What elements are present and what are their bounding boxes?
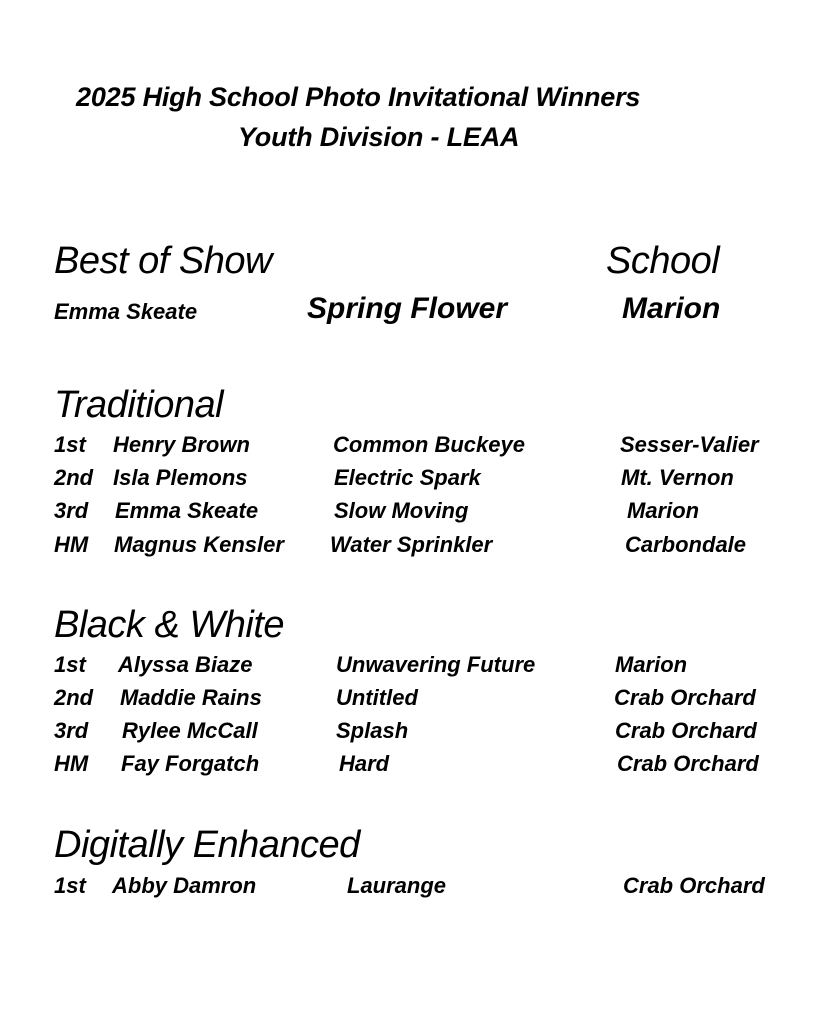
traditional-row-title: Common Buckeye [333, 432, 525, 457]
digital-row-place: 1st [54, 873, 86, 898]
black-white-row-title: Hard [339, 751, 390, 776]
black-white-row-name: Alyssa Biaze [118, 652, 253, 677]
traditional-row-name: Emma Skeate [115, 498, 259, 523]
black-white-row-school: Marion [615, 652, 688, 677]
black-white-row-name: Rylee McCall [122, 718, 258, 743]
traditional-row-place: 3rd [54, 498, 89, 523]
black-white-row-place: 1st [54, 652, 86, 677]
traditional-row-place: 1st [54, 432, 86, 457]
digital-row-school: Crab Orchard [623, 873, 765, 898]
black-white-row-place: 2nd [54, 685, 94, 710]
black-white-row-place: HM [54, 751, 89, 776]
traditional-row-name: Magnus Kensler [114, 532, 284, 557]
traditional-row-title: Slow Moving [334, 498, 469, 523]
black-white-row-school: Crab Orchard [615, 718, 757, 743]
traditional-heading: Traditional [54, 384, 224, 426]
traditional-row-name: Henry Brown [113, 432, 250, 457]
best-of-show-photo-title: Spring Flower [307, 292, 508, 325]
digital-row-name: Abby Damron [112, 873, 257, 898]
black-white-row-name: Fay Forgatch [121, 751, 260, 776]
traditional-row-school: Carbondale [625, 532, 747, 557]
traditional-row-title: Water Sprinkler [330, 532, 493, 557]
traditional-row-place: 2nd [54, 465, 94, 490]
best-of-show-heading: Best of Show [54, 240, 272, 282]
best-of-show-winner-name: Emma Skeate [54, 299, 198, 324]
traditional-row-school: Mt. Vernon [621, 465, 734, 490]
black-white-row-school: Crab Orchard [614, 685, 756, 710]
traditional-row-place: HM [54, 532, 89, 557]
traditional-row-name: Isla Plemons [113, 465, 248, 490]
digital-row-title: Laurange [347, 873, 447, 898]
best-of-show-school: Marion [622, 292, 721, 325]
black-white-row-name: Maddie Rains [120, 685, 262, 710]
page-title: 2025 High School Photo Invitational Winners [76, 82, 641, 112]
black-white-row-title: Splash [336, 718, 409, 743]
traditional-row-title: Electric Spark [334, 465, 481, 490]
black-white-row-title: Unwavering Future [336, 652, 536, 677]
traditional-row-school: Sesser-Valier [620, 432, 759, 457]
page-subtitle: Youth Division - LEAA [238, 122, 520, 152]
digitally-enhanced-heading: Digitally Enhanced [54, 824, 360, 866]
traditional-row-school: Marion [627, 498, 700, 523]
black-white-row-title: Untitled [336, 685, 418, 710]
black-white-row-school: Crab Orchard [617, 751, 759, 776]
black-white-row-place: 3rd [54, 718, 89, 743]
school-column-heading: School [606, 240, 720, 282]
black-white-heading: Black & White [54, 604, 285, 646]
